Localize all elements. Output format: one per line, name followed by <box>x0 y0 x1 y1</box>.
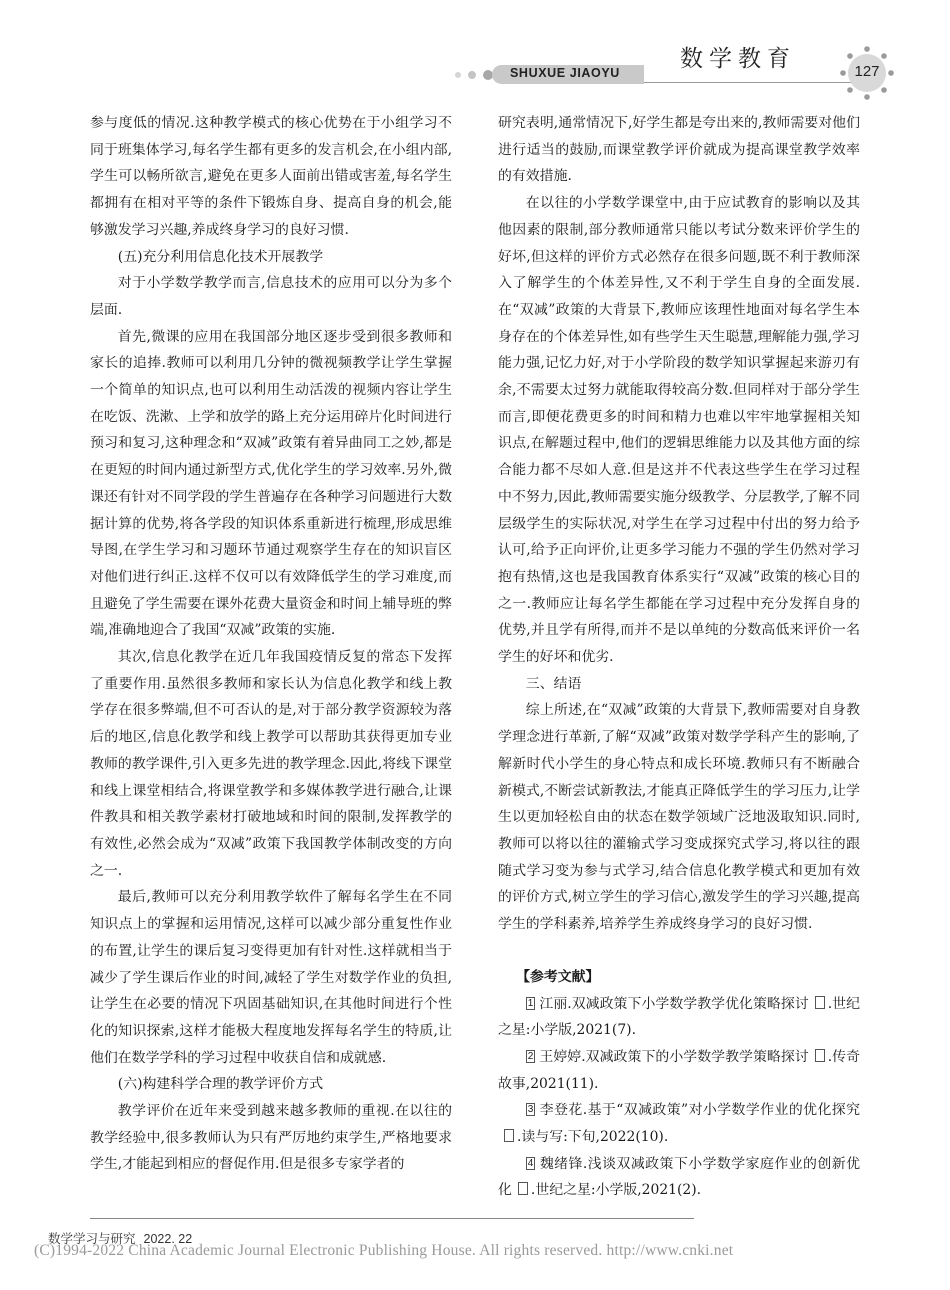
reference-source: .传奇故事,2021(11). <box>498 1048 860 1092</box>
reference-source: .读与写:下旬,2022(10). <box>517 1129 669 1146</box>
journal-name: 数学学习与研究 <box>48 1232 136 1246</box>
header-rule <box>644 82 854 83</box>
reference-number: 4 <box>527 1157 534 1169</box>
reference-text: 魏绪锋.浅谈双减政策下小学数学家庭作业的创新优化 <box>498 1155 860 1199</box>
paragraph: 其次,信息化教学在近几年我国疫情反复的常态下发挥了重要作用.虽然很多教师和家长认为信息化教学和线上教学存在很多弊端,但不可否认的是,对于部分教学资源较为落后的地区,信息化教学和线上教学可以帮助其获得更加专业教师的教学课件,引入更多先进的教学理念.因此,将线下课堂和线上课堂相结合,将课堂教学和多媒体教学进行融合,让课件教具和相关教学素材打破地域和时间的限制,发挥教学的有效性,必然会成为“双减”政策下我国教学体制改变的方向之一. <box>90 649 452 879</box>
reference-item <box>498 1151 860 1204</box>
paragraph: 对于小学数学教学而言,信息技术的应用可以分为多个层面. <box>90 275 452 318</box>
section-heading: 三、结语 <box>525 675 582 692</box>
copyright-watermark: (C)1994-2022 China Academic Journal Electronic Publishing House. All rights reserved. http://www.cnki.net <box>34 1242 734 1259</box>
section-heading: (六)构建科学合理的教学评价方式 <box>117 1076 324 1093</box>
paragraph: 研究表明,通常情况下,好学生都是夸出来的,教师需要对他们进行适当的鼓励,而课堂教学评价就成为提高课堂教学效率的有效措施. <box>498 115 860 185</box>
doc-type-marker-icon <box>815 996 825 1009</box>
paragraph: 最后,教师可以充分利用教学软件了解每名学生在不同知识点上的掌握和运用情况,这样可以减少部分重复性作业的布置,让学生的课后复习变得更加有针对性.这样就相当于减少了学生课后作业的时间,减轻了学生对数学作业的负担,让学生在必要的情况下巩固基础知识,在其他时间进行个性化的知识探索,这样才能极大程度地发挥每名学生的特质,让他们在数学学科的学习过程中收获自信和成就感. <box>90 889 452 1066</box>
paragraph: 在以往的小学数学课堂中,由于应试教育的影响以及其他因素的限制,部分教师通常只能以考试分数来评价学生的好坏,但这样的评价方式必然存在很多问题,既不利于教师深入了解学生的个体差异性,又不利于学生自身的全面发展.在“双减”政策的大背景下,教师应该理性地面对每名学生本身存在的个体差异性,如有些学生天生聪慧,理解能力强,学习能力强,记忆力好,对于小学阶段的数学知识掌握起来游刃有余,不需要太过努力就能取得较高分数.但同样对于部分学生而言,即便花费更多的时间和精力也难以牢牢地掌握相关知识点,在解题过程中,他们的逻辑思维能力以及其他方面的综合能力都不尽如人意.但是这并不代表这些学生在学习过程中不努力,因此,教师需要实施分级教学、分层教学,了解不同层级学生的实际状况,对学生在学习过程中付出的努力给予认可,给予正向评价,让更多学习能力不强的学生仍然对学习抱有热情,这也是我国教育体系实行“双减”政策的核心目的之一.教师应让每名学生都能在学习过程中充分发挥自身的优势,并且学有所得,而并不是以单纯的分数高低来评价一名学生的好坏和优劣. <box>498 195 860 666</box>
right-column <box>498 110 860 1204</box>
reference-number: 1 <box>527 997 534 1009</box>
reference-text: 江丽.双减政策下小学数学教学优化策略探讨 <box>539 995 809 1012</box>
section-pinyin: SHUXUE JIAOYU <box>510 66 620 80</box>
doc-type-marker-icon <box>815 1049 825 1062</box>
right-column-body <box>498 110 860 938</box>
section-heading: (五)充分利用信息化技术开展教学 <box>117 248 324 265</box>
reference-text: 王婷婷.双减政策下的小学数学教学策略探讨 <box>539 1048 809 1065</box>
paragraph: 首先,微课的应用在我国部分地区逐步受到很多教师和家长的追捧.教师可以利用几分钟的微视频教学让学生掌握一个简单的知识点,也可以利用生动活泼的视频内容让学生在吃饭、洗漱、上学和放学的路上充分运用碎片化时间进行预习和复习,这种理念和“双减”政策有着异曲同工之妙,都是在更短的时间内通过新型方式,优化学生的学习效率.另外,微课还有针对不同学段的学生普遍存在各种学习问题进行大数据计算的优势,将各学段的知识体系重新进行梳理,形成思维导图,在学生学习和习题环节通过观察学生存在的知识盲区对他们进行纠正.这样不仅可以有效降低学生的学习难度,而且避免了学生需要在课外花费大量资金和时间上辅导班的弊端,准确地迎合了我国“双减”政策的实施. <box>90 328 452 639</box>
reference-source: .世纪之星:小学版,2021(2). <box>530 1182 702 1199</box>
reference-item <box>498 991 860 1044</box>
doc-type-marker-icon <box>518 1182 528 1195</box>
section-title: 数学教育 <box>680 46 796 72</box>
left-column <box>90 110 452 1178</box>
reference-number: 3 <box>527 1104 534 1116</box>
reference-source: .世纪之星:小学版,2021(7). <box>498 995 860 1039</box>
references-list <box>498 991 860 1205</box>
paragraph: 参与度低的情况.这种教学模式的核心优势在于小组学习不同于班集体学习,每名学生都有更多的发言机会,在小组内部,学生可以畅所欲言,避免在更多人面前出错或害羞,每名学生都拥有在相对平等的条件下锻炼自身、提高自身的机会,能够激发学习兴趣,养成终身学习的良好习惯. <box>90 115 452 238</box>
paragraph: 教学评价在近年来受到越来越多教师的重视.在以往的教学经验中,很多教师认为只有严厉地约束学生,严格地要求学生,才能起到相应的督促作用.但是很多专家学者的 <box>90 1103 452 1173</box>
footer-rule <box>90 1218 694 1219</box>
reference-text: 李登花.基于“双减政策”对小学数学作业的优化探究 <box>539 1102 860 1119</box>
reference-item <box>498 1097 860 1150</box>
paragraph: 综上所述,在“双减”政策的大背景下,教师需要对自身教学理念进行革新,了解“双减”政策对数学学科产生的影响,了解新时代小学生的身心特点和成长环境.教师只有不断融合新模式,不断尝试新教法,才能真正降低学生的学习压力,让学生以更加轻松自由的状态在数学领域广泛地汲取知识.同时,教师可以将以往的灌输式学习变成探究式学习,将以往的跟随式学习变为参与式学习,结合信息化教学模式和更加有效的评价方式,树立学生的学习信心,激发学生的学习兴趣,提高学生的学科素养,培养学生养成终身学习的良好习惯. <box>498 702 860 933</box>
doc-type-marker-icon <box>504 1129 514 1142</box>
reference-item <box>498 1044 860 1097</box>
issue-number: 2022. 22 <box>143 1232 193 1246</box>
references-title: 【参考文献】 <box>516 968 600 985</box>
page-number: 127 <box>854 63 880 80</box>
reference-number: 2 <box>527 1050 534 1062</box>
